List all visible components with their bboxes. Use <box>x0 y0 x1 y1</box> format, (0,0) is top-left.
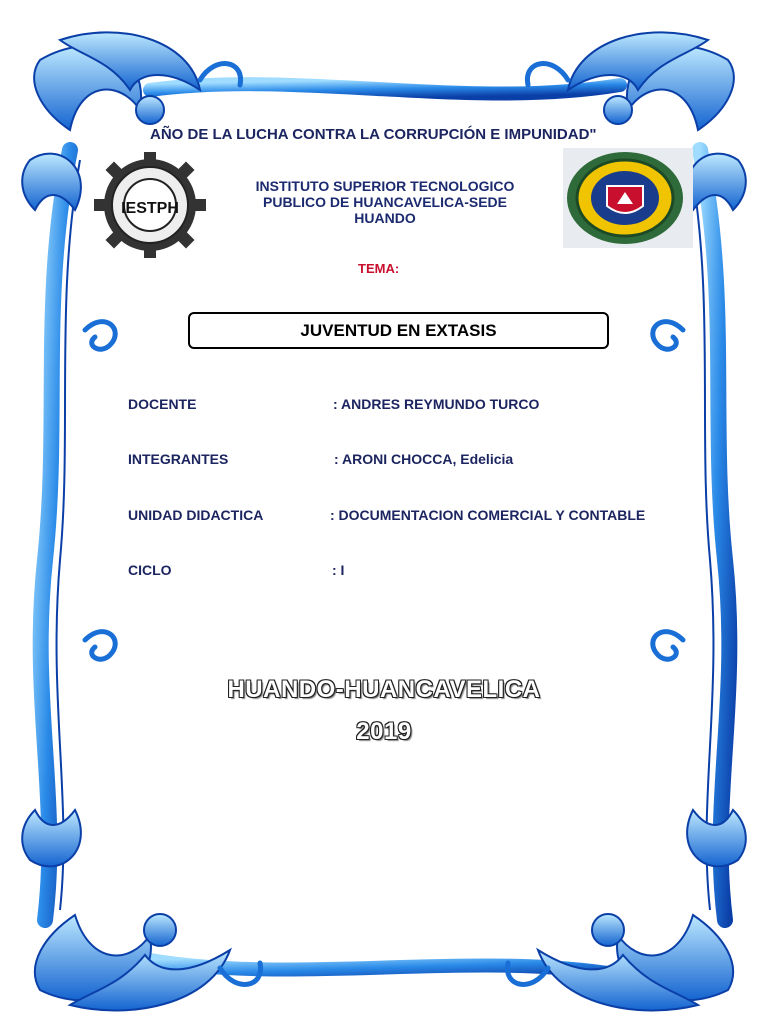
unidad-didactica-value: : DOCUMENTACION COMERCIAL Y CONTABLE <box>330 507 646 523</box>
institute-gear-logo <box>90 150 210 260</box>
unidad-didactica-label: UNIDAD DIDACTICA <box>128 507 264 523</box>
docente-label: DOCENTE <box>128 396 197 412</box>
docente-value: : ANDRES REYMUNDO TURCO <box>333 396 540 412</box>
document-title: JUVENTUD EN EXTASIS <box>300 320 497 340</box>
year-heading: 2019 <box>356 718 412 745</box>
year-motto: AÑO DE LA LUCHA CONTRA LA CORRUPCIÓN E IMPUNIDAD" <box>150 126 597 143</box>
institute-name-line-3: HUANDO <box>354 210 416 226</box>
institute-name-line-1: INSTITUTO SUPERIOR TECNOLOGICO <box>255 178 515 194</box>
gear-logo-text: IESTPH <box>121 200 179 217</box>
institution-emblem-logo <box>563 148 693 248</box>
title-box <box>188 312 609 349</box>
institute-name <box>225 178 545 226</box>
ciclo-value: : I <box>332 562 345 578</box>
institute-name-line-2: PUBLICO DE HUANCAVELICA-SEDE <box>263 194 507 210</box>
place-heading: HUANDO-HUANCAVELICA <box>227 676 541 703</box>
tema-label: TEMA: <box>358 261 400 276</box>
integrantes-value: : ARONI CHOCCA, Edelicia <box>334 451 514 467</box>
integrantes-label: INTEGRANTES <box>128 451 229 467</box>
ciclo-label: CICLO <box>128 562 172 578</box>
